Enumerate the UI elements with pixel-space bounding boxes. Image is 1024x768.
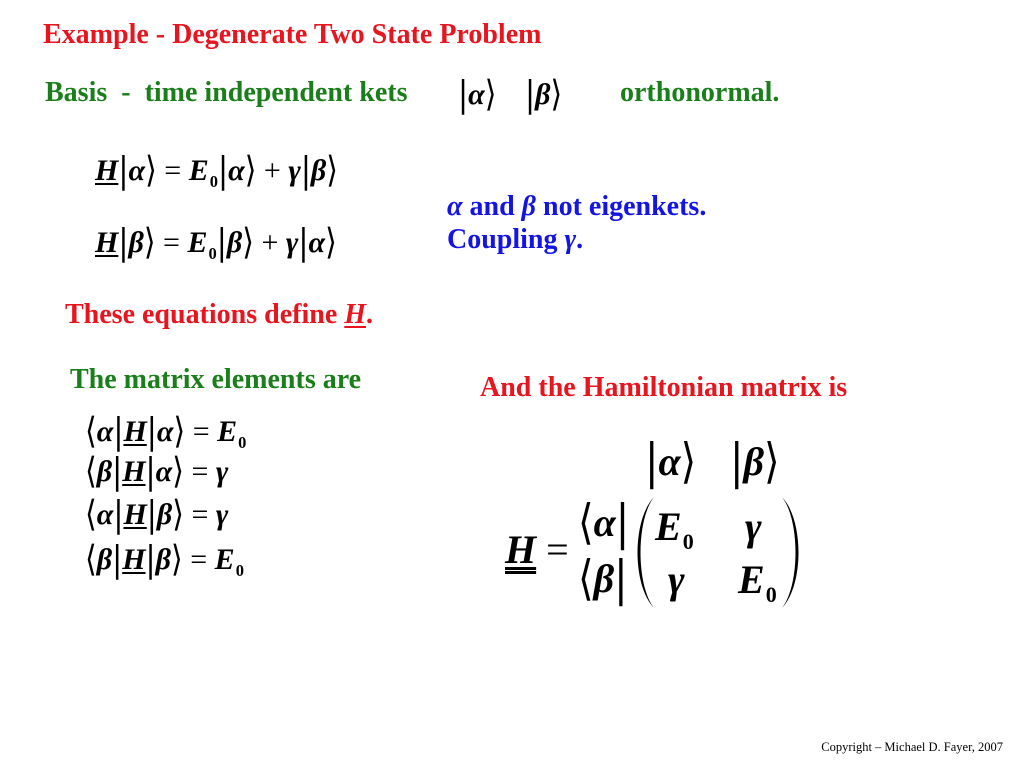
hamiltonian-matrix-lhs [505,527,569,572]
vertical-bar-delimiter: | [146,493,157,536]
equals-sign: = [163,226,180,259]
beta-symbol: β [535,78,551,111]
left-angle-bracket: ⟨ [578,551,594,607]
energy-symbol: E [738,557,765,602]
beta-symbol: β [96,543,113,576]
gamma-symbol: γ [215,455,229,488]
eigenket-note: α and β not eigenkets. [447,191,707,222]
basis-ket-beta [525,73,563,116]
energy-subscript: 0 [238,432,247,452]
equals-sign: = [546,527,569,572]
energy-symbol: E [655,504,682,549]
vertical-bar-delimiter: | [113,493,124,536]
vertical-bar-delimiter: | [614,551,628,607]
right-angle-bracket: ⟩ [325,221,337,264]
right-angle-bracket: ⟩ [244,149,257,192]
alpha-symbol: α [228,154,245,187]
alpha-symbol: α [468,78,485,111]
matrix-cell-1-2 [745,504,762,549]
row-bra-alpha [578,495,630,551]
right-angle-bracket: ⟩ [550,73,563,116]
left-angle-bracket: ⟨ [85,493,97,536]
hamiltonian-operator: H [95,154,119,187]
vertical-bar-delimiter: | [645,434,659,490]
vertical-bar-delimiter: | [112,538,123,581]
alpha-symbol: α [593,500,616,545]
energy-symbol: E [217,415,238,448]
basis-property: orthonormal. [620,77,780,108]
matrix-element-alpha-beta [85,493,229,536]
right-angle-bracket: ⟩ [145,149,157,192]
defining-equation-beta [95,221,337,264]
column-ket-alpha [645,434,697,490]
gamma-symbol: γ [668,557,685,602]
energy-subscript: 0 [208,243,217,263]
beta-symbol: β [226,226,243,259]
right-angle-bracket: ⟩ [171,538,183,581]
matrix-elements-label: The matrix elements are [70,364,362,395]
equals-sign: = [190,543,208,576]
vertical-bar-delimiter: | [298,221,309,264]
right-angle-bracket: ⟩ [143,221,156,264]
plus-sign: + [261,226,279,259]
energy-symbol: E [214,543,235,576]
basis-ket-alpha [458,73,497,116]
vertical-bar-delimiter: | [145,450,156,493]
energy-symbol: E [188,154,209,187]
alpha-symbol: α [96,498,114,531]
energy-symbol: E [187,226,208,259]
right-angle-bracket: ⟩ [173,410,186,453]
beta-symbol: β [593,556,615,601]
right-angle-bracket: ⟩ [242,221,254,264]
define-hamiltonian-note: These equations define H. [65,299,374,330]
gamma-symbol: γ [745,504,762,549]
right-angle-bracket: ⟩ [680,434,697,490]
beta-symbol: β [521,191,536,222]
gamma-symbol: γ [215,498,229,531]
vertical-bar-delimiter: | [118,149,129,192]
alpha-symbol: α [447,191,463,222]
alpha-symbol: α [96,415,114,448]
left-angle-bracket: ⟨ [578,495,594,551]
vertical-bar-delimiter: | [216,221,227,264]
row-bra-beta [578,551,628,607]
hamiltonian-operator: H [122,455,146,488]
vertical-bar-delimiter: | [146,410,157,453]
alpha-symbol: α [308,226,326,259]
alpha-symbol: α [658,439,681,484]
right-angle-bracket: ⟩ [172,450,184,493]
plus-sign: + [263,154,281,187]
matrix-element-beta-beta [85,538,244,581]
vertical-bar-delimiter: | [112,450,123,493]
alpha-symbol: α [128,154,146,187]
gamma-symbol: γ [285,226,299,259]
column-ket-beta [730,434,780,490]
matrix-cell-2-2 [738,557,777,607]
alpha-symbol: α [155,455,173,488]
beta-symbol: β [310,154,327,187]
matrix-element-beta-alpha [85,450,229,493]
right-angle-bracket: ⟩ [763,434,780,490]
slide-title: Example - Degenerate Two State Problem [43,19,542,50]
beta-symbol: β [128,226,144,259]
equals-sign: = [164,154,182,187]
beta-symbol: β [743,439,764,484]
matrix-right-parenthesis [782,497,799,608]
energy-subscript: 0 [682,528,694,554]
vertical-bar-delimiter: | [217,149,229,192]
basis-label: Basis - time independent kets [45,77,408,108]
vertical-bar-delimiter: | [113,410,124,453]
hamiltonian-operator: H [344,299,367,330]
right-angle-bracket: ⟩ [484,73,497,116]
defining-equation-alpha [95,149,339,192]
vertical-bar-delimiter: | [525,73,536,116]
vertical-bar-delimiter: | [145,538,156,581]
hamiltonian-operator: H [123,498,147,531]
gamma-symbol: γ [564,224,577,255]
matrix-left-parenthesis [638,497,655,608]
beta-symbol: β [155,543,172,576]
hamiltonian-operator: H [122,543,146,576]
equals-sign: = [191,498,209,531]
coupling-note: Coupling γ. [447,224,584,255]
right-angle-bracket: ⟩ [172,493,184,536]
vertical-bar-delimiter: | [300,149,311,192]
left-angle-bracket: ⟨ [85,450,97,493]
energy-subscript: 0 [235,560,244,580]
vertical-bar-delimiter: | [118,221,129,264]
beta-symbol: β [96,455,113,488]
matrix-cell-2-1 [668,557,685,602]
equals-sign: = [191,455,209,488]
left-angle-bracket: ⟨ [85,538,97,581]
matrix-cell-1-1 [655,504,694,554]
alpha-symbol: α [156,415,174,448]
hamiltonian-operator: H [505,527,537,572]
hamiltonian-operator: H [95,226,119,259]
vertical-bar-delimiter: | [458,73,469,116]
gamma-symbol: γ [288,154,301,187]
vertical-bar-delimiter: | [730,434,744,490]
right-angle-bracket: ⟩ [326,149,339,192]
left-angle-bracket: ⟨ [85,410,97,453]
energy-subscript: 0 [209,171,218,191]
equals-sign: = [192,415,210,448]
energy-subscript: 0 [765,581,777,607]
matrix-element-alpha-alpha [85,410,247,453]
hamiltonian-matrix-label: And the Hamiltonian matrix is [480,372,848,403]
hamiltonian-operator: H [123,415,147,448]
copyright-notice: Copyright – Michael D. Fayer, 2007 [821,740,1003,754]
vertical-bar-delimiter: | [615,495,630,551]
beta-symbol: β [156,498,173,531]
